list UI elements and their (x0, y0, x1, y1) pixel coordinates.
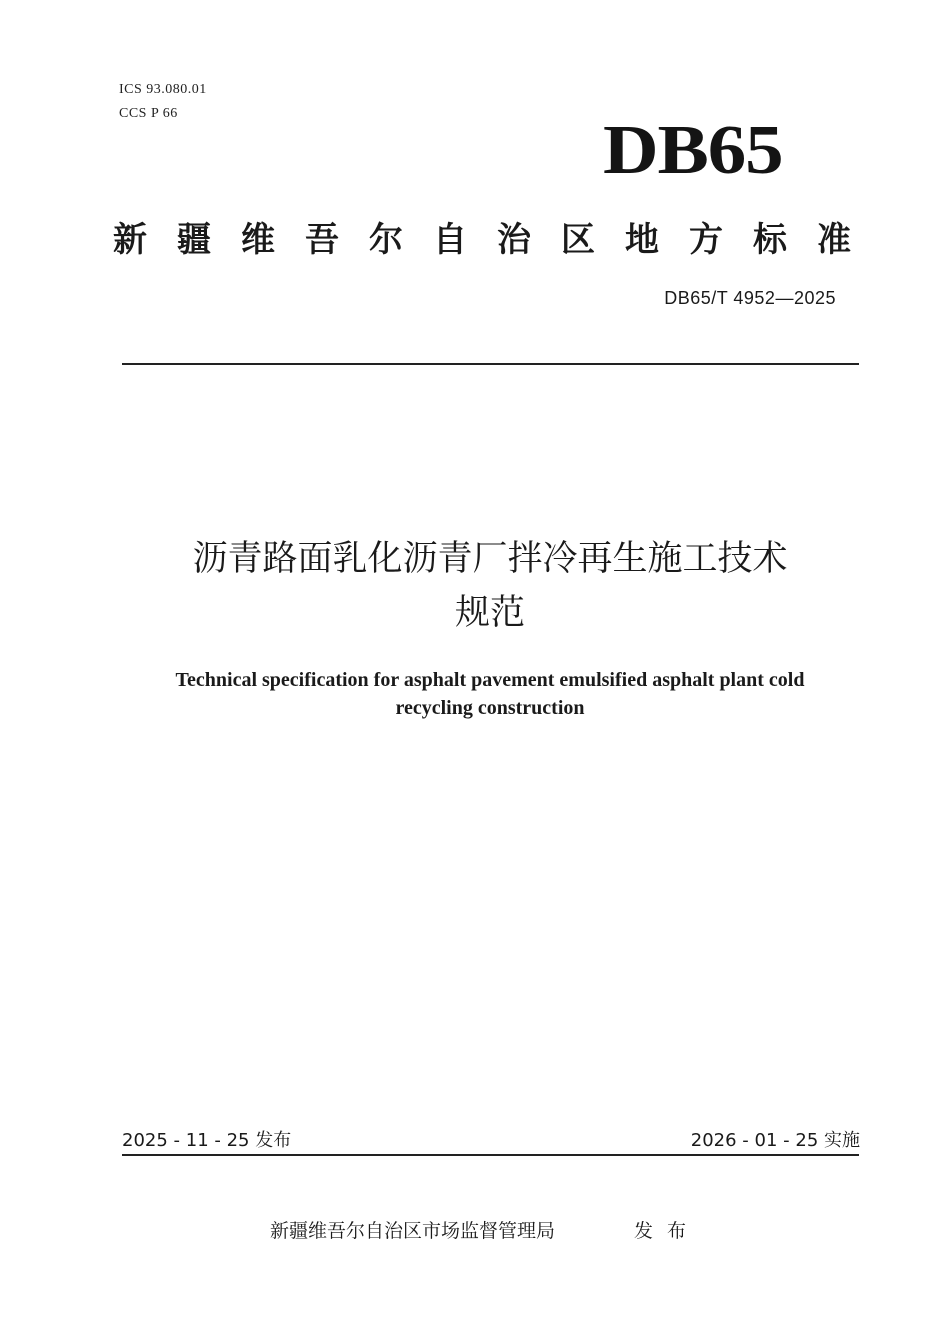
db65-logo: DB65 (603, 112, 783, 189)
issue-date: 2025 - 11 - 25 发布 (122, 1130, 292, 1151)
title-english-line-1: Technical specification for asphalt pavement emulsified asphalt plant cold (175, 669, 805, 691)
ccs-code: CCS P 66 (119, 106, 178, 121)
title-chinese-line-1: 沥青路面乳化沥青厂拌冷再生施工技术 (192, 539, 788, 579)
title-english-line-2: recycling construction (395, 697, 585, 719)
top-divider (122, 363, 859, 365)
standard-number: DB65/T 4952—2025 (664, 288, 836, 308)
bottom-divider (122, 1154, 859, 1156)
title-chinese-line-2: 规范 (454, 593, 525, 633)
standard-type-heading: 新疆维吾尔自治区地方标准 (113, 220, 881, 260)
publisher-name: 新疆维吾尔自治区市场监督管理局 (270, 1220, 556, 1242)
publish-label: 发布 (634, 1220, 701, 1242)
ics-code: ICS 93.080.01 (119, 82, 207, 97)
implementation-date: 2026 - 01 - 25 实施 (690, 1130, 860, 1151)
